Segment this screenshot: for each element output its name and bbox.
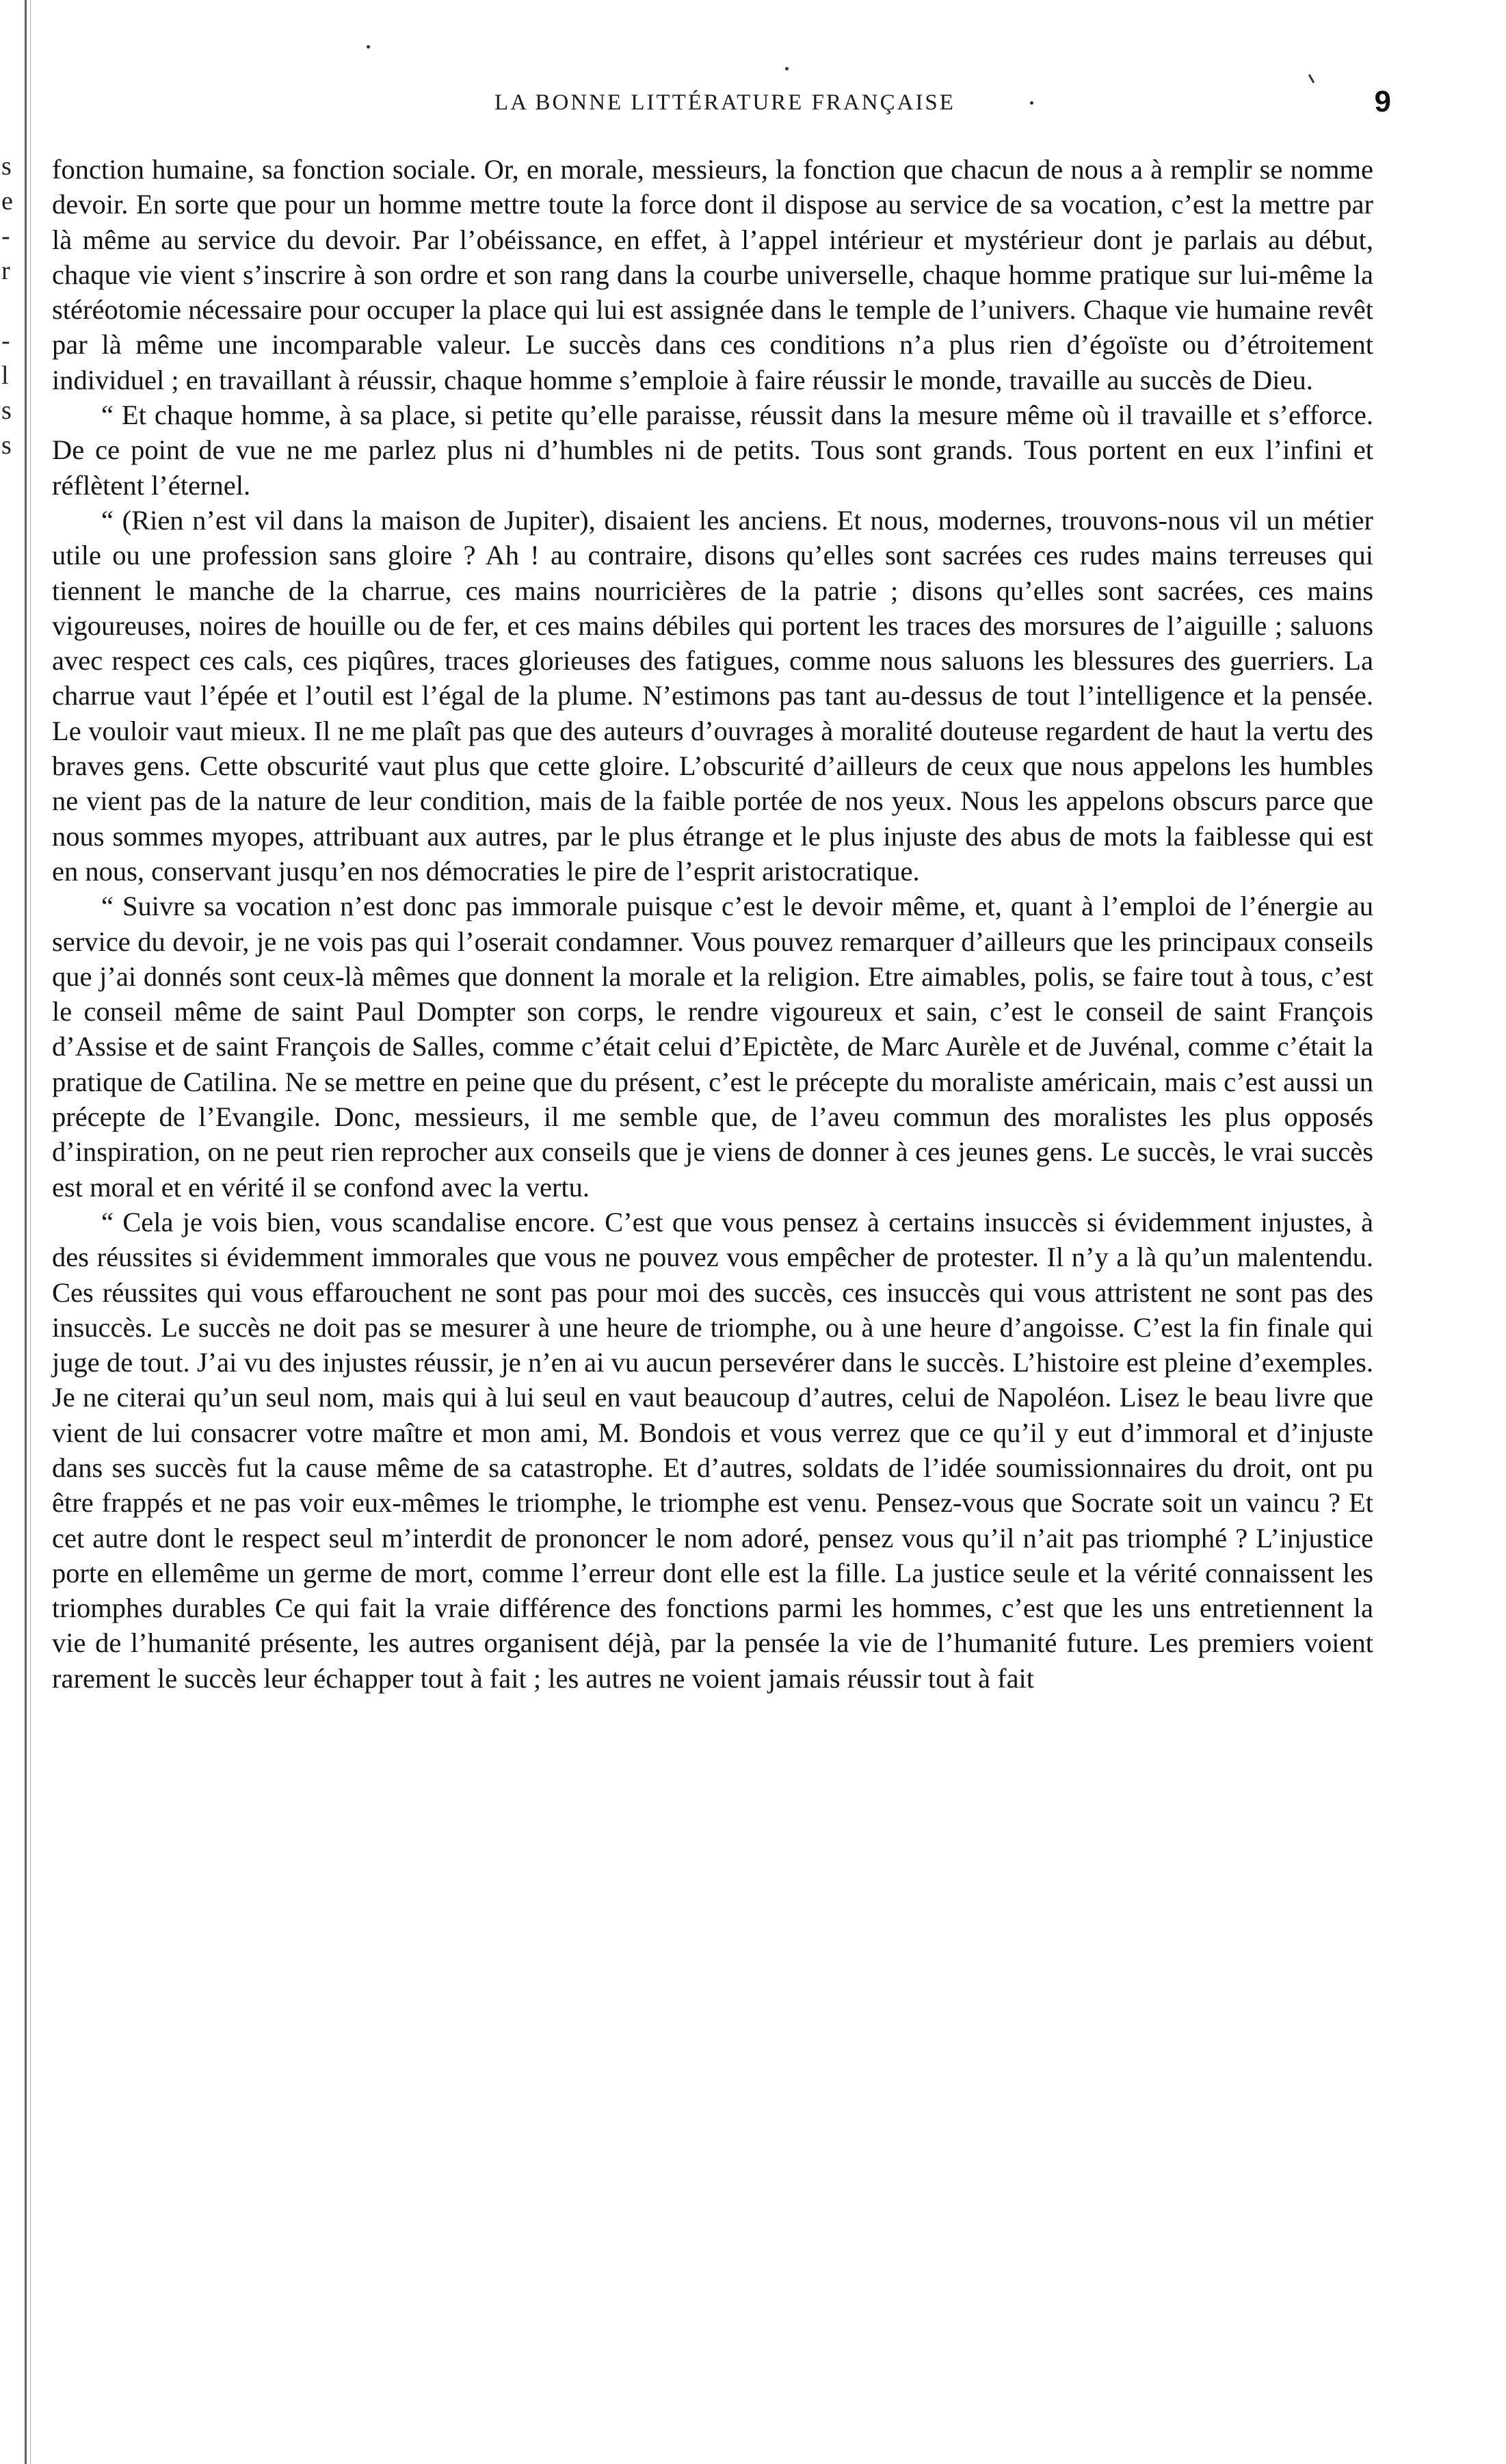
gutter-fragment: s — [1, 152, 12, 181]
paragraph: “ Et chaque homme, à sa place, si petite qu’elle paraisse, réussit dans la mesure même où il travaille et s’efforce. De ce point de vue ne me parlez plus ni d’humbles ni de petits. Tous sont grands. Tous portent en eux l’infini et réflètent l’éternel. — [52, 399, 1373, 501]
binding-edge-shadow — [30, 0, 31, 2464]
gutter-fragment: - — [1, 326, 10, 355]
running-head: LA BONNE LITTÉRATURE FRANÇAISE — [494, 90, 955, 115]
gutter-fragment — [1, 289, 22, 324]
paragraph: “ Suivre sa vocation n’est donc pas immorale puisque c’est le devoir même, et, quant à l’emploi de l’énergie au service du devoir, je ne vois pas qui l’oserait condamner. Vous pouvez remarquer d’ailleurs que les principaux conseils que j’ai donnés sont ceux-là mêmes que donnent la morale et la religion. Etre aimables, polis, se faire tout à tous, c’est le conseil même de saint Paul Dompter son corps, le rendre vigoureux et sain, c’est le conseil de saint François d’Assise et de saint François de Salles, comme c’était celui d’Epictète, de Marc Aurèle et de Juvénal, comme c’était la pratique de Catilina. Ne se mettre en peine que du présent, c’est le précepte du moraliste américain, mais c’est aussi un précepte de l’Evangile. Donc, messieurs, il me semble que, de l’aveu commun des moralistes les plus opposés d’inspiration, on ne peut rien reprocher aux conseils que je viens de donner à ces jeunes gens. Le succès, le vrai succès est moral et en vérité il se confond avec la vertu. — [52, 891, 1373, 1203]
scan-speck — [1030, 101, 1033, 105]
gutter-fragments — [1, 149, 22, 463]
gutter-fragment: l — [1, 361, 9, 390]
scan-speck — [1308, 74, 1315, 83]
binding-edge — [25, 0, 27, 2464]
page-number: 9 — [1374, 85, 1391, 118]
paragraph: “ (Rien n’est vil dans la maison de Jupiter), disaient les anciens. Et nous, modernes, trouvons-nous vil un métier utile ou une profession sans gloire ? Ah ! au contraire, disons qu’elles sont sacrées ces rudes mains terreuses qui tiennent le manche de la charrue, ces mains nourricières de la patrie ; disons qu’elles sont sacrées, ces mains vigoureuses, noires de houille ou de fer, et ces mains débiles qui portent les traces des morsures de l’aiguille ; saluons avec respect ces cals, ces piqûres, traces glorieuses des fatigues, comme nous saluons les blessures des guerriers. La charrue vaut l’épée et l’outil est l’égal de la plume. N’estimons pas tant au-dessus de tout l’intelligence et la pensée. Le vouloir vaut mieux. Il ne me plaît pas que des auteurs d’ouvrages à moralité douteuse regardent de haut la vertu des braves gens. Cette obscurité vaut plus que cette gloire. L’obscurité d’ailleurs de ceux que nous appelons les humbles ne vient pas de la nature de leur condition, mais de la faible portée de nos yeux. Nous les appelons obscurs parce que nous sommes myopes, attribuant aux autres, par le plus étrange et le plus injuste des abus de mots la faiblesse qui est en nous, conservant jusqu’en nos démocraties le pire de l’esprit aristocratique. — [52, 504, 1373, 887]
scan-speck — [367, 45, 370, 49]
gutter-fragment: - — [1, 222, 10, 250]
gutter-fragment: s — [1, 396, 12, 425]
scan-speck — [785, 67, 789, 70]
body-text — [52, 152, 1373, 1696]
gutter-fragment: s — [1, 431, 12, 460]
paragraph: fonction humaine, sa fonction sociale. Or, en morale, messieurs, la fonction que chacun de nous a à remplir se nomme devoir. En sorte que pour un homme mettre toute la force dont il dispose au service de sa vocation, c’est la mettre par là même au service du devoir. Par l’obéissance, en effet, à l’appel intérieur et mystérieur dont je parlais au début, chaque vie vient s’inscrire à son ordre et son rang dans la courbe universelle, chaque homme pratique sur lui-même la stéréotomie nécessaire pour occuper la place qui lui est assignée dans le temple de l’univers. Chaque vie humaine revêt par là même une incomparable valeur. Le succès dans ces conditions n’a plus rien d’égoïste ou d’étroitement individuel ; en travaillant à réussir, chaque homme s’emploie à faire réussir le monde, travaille au succès de Dieu. — [52, 154, 1373, 395]
gutter-fragment: e — [1, 187, 13, 215]
gutter-fragment: r — [1, 257, 10, 285]
paragraph: “ Cela je vois bien, vous scandalise encore. C’est que vous pensez à certains insuccès si évidemment injustes, à des réussites si évidemment immorales que vous ne pouvez vous empêcher de protester. Il n’y a là qu’un malentendu. Ces réussites qui vous effarouchent ne sont pas pour moi des succès, ces insuccès qui vous attristent ne sont pas des insuccès. Le succès ne doit pas se mesurer à une heure de triomphe, ou à une heure d’angoisse. C’est la fin finale qui juge de tout. J’ai vu des injustes réussir, je n’en ai vu aucun persevérer dans le succès. L’histoire est pleine d’exemples. Je ne citerai qu’un seul nom, mais qui à lui seul en vaut beaucoup d’autres, celui de Napoléon. Lisez le beau livre que vient de lui consacrer votre maître et mon ami, M. Bondois et vous verrez que ce qu’il y eut d’immoral et d’injuste dans ses succès fut la cause même de sa catastrophe. Et d’autres, soldats de l’idée soumissionnaires du droit, ont pu être frappés et ne pas voir eux-mêmes le triomphe, le triomphe est venu. Pensez-vous que Socrate soit un vaincu ? Et cet autre dont le respect seul m’interdit de prononcer le nom adoré, pensez vous qu’il n’ait pas triomphé ? L’injustice porte en ellemême un germe de mort, comme l’erreur dont elle est la fille. La justice seule et la vérité connaissent les triomphes durables Ce qui fait la vraie différence des fonctions parmi les hommes, c’est que les uns entretiennent la vie de l’humanité présente, les autres organisent déjà, par la pensée la vie de l’humanité future. Les premiers voient rarement le succès leur échapper tout à fait ; les autres ne voient jamais réussir tout à fait — [52, 1206, 1373, 1694]
